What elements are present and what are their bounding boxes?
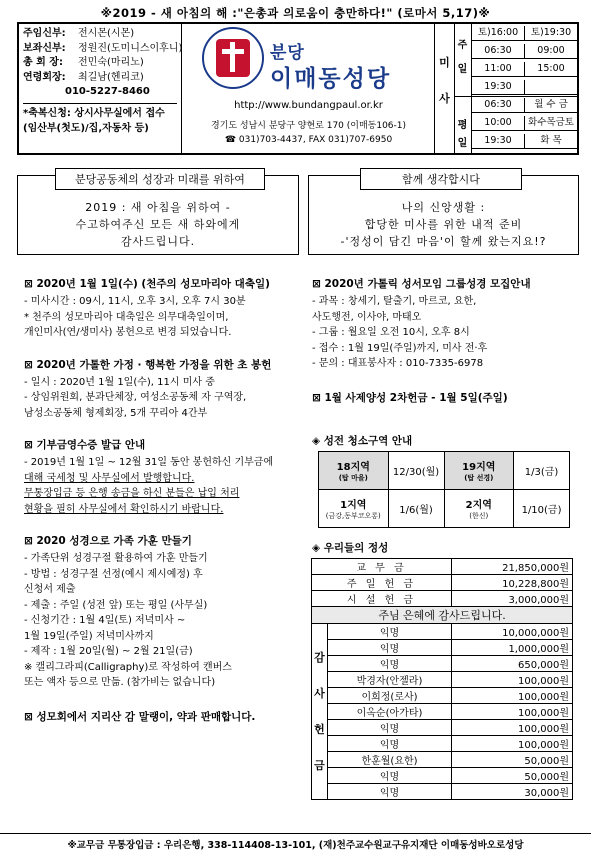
article-line: 신청서 제출 <box>24 584 76 595</box>
thanks-label <box>312 624 328 800</box>
mass-weekday-label: 평 <box>457 120 468 131</box>
blessing-note <box>23 103 177 136</box>
thanks-row <box>312 752 573 768</box>
offer-row <box>312 575 573 591</box>
article-line: - 2019년 1월 1일 ~ 12월 31일 동안 봉헌하신 기부금에 <box>24 457 274 468</box>
thanks-row <box>312 720 573 736</box>
article-title: ⊠ 기부금영수증 발급 안내 <box>24 439 146 451</box>
donor-amount: 100,000원 <box>452 720 573 736</box>
mass-time: 화수목금토 <box>524 116 577 131</box>
donor-name: 익명 <box>328 736 452 752</box>
clean-area-sub: (한신) <box>469 512 489 520</box>
donor-name: 익명 <box>328 768 452 784</box>
staff-name: 전민숙(마리노) <box>78 57 144 68</box>
donor-name: 익명 <box>328 784 452 800</box>
clean-date: 12/30(월) <box>392 467 440 478</box>
clean-area-sub: (금강,동부코오롱) <box>325 512 381 520</box>
offer-label: 교 무 금 <box>312 559 452 575</box>
donor-name: 익명 <box>328 624 452 640</box>
thanks-row <box>312 672 573 688</box>
offer-row <box>312 591 573 607</box>
donor-amount: 100,000원 <box>452 688 573 704</box>
clean-title: ◈ 성전 청소구역 안내 <box>312 435 413 447</box>
article-line: 현황을 필히 사무실에서 확인하시기 바랍니다. <box>24 503 224 515</box>
thanks-row <box>312 624 573 640</box>
article <box>24 357 304 422</box>
footer: ※교무금 무통장입금 : 우리은행, 338-114408-13-101, (재)천주교수원교구유지재단 이매동성바오로성당 <box>0 833 591 851</box>
mass-time: 19:30 <box>472 80 524 95</box>
clean-date: 1/6(월) <box>399 505 433 516</box>
article-line: 무통장입금 등 은행 송금을 하신 분들은 납입 처리 <box>24 488 240 499</box>
mass-time: 19:30 <box>472 134 524 149</box>
article-line: - 방법 : 성경구절 선정(예시 제시예정) 후 <box>24 568 203 580</box>
right-section-title: 함께 생각합시다 <box>360 168 522 190</box>
staff-row <box>23 27 177 42</box>
thanks-row <box>312 768 573 784</box>
clean-row <box>319 452 570 490</box>
mass-time <box>524 80 577 95</box>
clean-table <box>318 451 570 528</box>
staff-name: 최길남(헨리코) <box>78 71 144 83</box>
offer-amount: 21,850,000원 <box>452 559 573 575</box>
article-line: 또는 액자 등으로 만듦. (참가비는 없습니다) <box>24 677 216 688</box>
thanks-title: 주님 은혜에 감사드립니다. <box>312 607 573 624</box>
article-line: 1월 19일(주일) 저녁미사까지 <box>24 630 154 642</box>
article-line: - 일시 : 2020년 1월 1일(수), 11시 미사 중 <box>24 376 215 388</box>
article-line: - 과목 : 창세기, 탈출기, 마르코, 요한, <box>312 296 477 307</box>
mass-time: 토)19:30 <box>524 26 577 41</box>
right-message <box>308 199 579 250</box>
left-section-title: 분당공동체의 성장과 미래를 위하여 <box>55 168 265 190</box>
motto: ※2019 - 새 아침의 해 :"은총과 의로움이 충만하다!" (로마서 5,17)※ <box>100 6 491 20</box>
article-line: 개인미사(연/생미사) 봉헌으로 변경 되었습니다. <box>24 327 232 338</box>
church-address: 경기도 성남시 분당구 양현로 170 (이매동106-1) <box>210 121 407 131</box>
clean-date: 1/10(금) <box>521 505 562 516</box>
thanks-row <box>312 736 573 752</box>
clean-area: 19지역 <box>462 462 496 473</box>
staff-phone: 010-5227-8460 <box>65 86 150 97</box>
mass-time: 11:00 <box>472 62 524 77</box>
mass-time: 06:30 <box>472 44 524 59</box>
donor-amount: 30,000원 <box>452 784 573 800</box>
article-title: ⊠ 성모회에서 지리산 감 말랭이, 약과 판매합니다. <box>24 710 256 723</box>
mass-time: 월 수 금 <box>524 98 577 113</box>
clean-cell <box>444 452 514 490</box>
left-message <box>17 199 299 250</box>
article <box>24 709 304 724</box>
clean-cell <box>319 490 389 528</box>
church-logo-icon <box>202 27 264 89</box>
donor-amount: 1,000,000원 <box>452 640 573 656</box>
offer-amount: 10,228,800원 <box>452 575 573 591</box>
thanks-row <box>312 784 573 800</box>
clean-cell <box>388 452 444 490</box>
message-line: 2019 : 새 아침을 위하여 - <box>85 201 231 214</box>
offer-row <box>312 559 573 575</box>
donor-amount: 10,000,000원 <box>452 624 573 640</box>
mass-weekend-label: 주 <box>457 40 468 51</box>
clean-area: 1지역 <box>340 500 367 511</box>
article <box>24 533 304 691</box>
left-articles <box>24 276 304 727</box>
article-title: ⊠ 2020 성경으로 가족 가훈 만들기 <box>24 535 192 547</box>
mass-time: 10:00 <box>472 116 524 131</box>
clean-row <box>319 490 570 528</box>
mass-time: 토)16:00 <box>472 26 524 41</box>
mass-time: 09:00 <box>524 44 577 59</box>
thanks-label-char: 감 <box>314 650 325 664</box>
clean-cell <box>514 452 570 490</box>
donor-amount: 100,000원 <box>452 672 573 688</box>
clean-cell <box>388 490 444 528</box>
mass-divider <box>454 96 577 97</box>
article-title: ⊠ 2020년 1월 1일(수) (천주의 성모마리아 대축일) <box>24 278 270 290</box>
clean-cell <box>444 490 514 528</box>
clean-area-sub: (탑 마을) <box>338 474 368 482</box>
donor-name: 한훈월(요한) <box>328 752 452 768</box>
mass-time: 06:30 <box>472 98 524 113</box>
clean-area: 2지역 <box>465 500 492 511</box>
article-title: ⊠ 2020년 가톨릭 성서모임 그룹성경 모집안내 <box>312 278 531 290</box>
thanks-label-char: 헌 <box>314 722 325 736</box>
article-line: - 접수 : 1월 19일(주일)까지, 미사 전·후 <box>312 342 488 354</box>
clean-cell <box>319 452 389 490</box>
staff-label: 보좌신부: <box>23 42 66 54</box>
brand <box>182 24 435 153</box>
article-line: - 제출 : 주일 (성전 앞) 또는 평일 (사무실) <box>24 599 208 611</box>
article <box>24 437 304 517</box>
article <box>24 276 304 341</box>
mass-weekday-label: 일 <box>457 138 468 149</box>
staff-row <box>23 42 183 57</box>
clean-area: 18지역 <box>336 462 370 473</box>
message-line: -'정성이 담긴 마음'이 할께 왔는지요!? <box>340 235 547 248</box>
staff-row <box>23 71 177 86</box>
article-line: - 상임위원회, 분과단체장, 여성소공동체 자 구역장, <box>24 392 247 403</box>
mass-schedule <box>435 24 577 153</box>
offer-title: ◈ 우리들의 정성 <box>312 542 389 554</box>
message-line: 합당한 미사를 위한 내적 준비 <box>364 218 523 231</box>
staff-label: 연령회장: <box>23 71 66 83</box>
donor-name: 익명 <box>328 720 452 736</box>
message-line: 나의 신앙생활 : <box>401 201 486 214</box>
staff-list <box>19 24 182 153</box>
article-line: - 그룹 : 월요일 오전 10시, 오후 8시 <box>312 327 470 338</box>
donor-amount: 100,000원 <box>452 736 573 752</box>
thanks-row <box>312 640 573 656</box>
thanks-row <box>312 688 573 704</box>
blessing-note-2: (임산부(첫도)/집,자동차 등) <box>23 122 149 134</box>
article-line: - 제작 : 1월 20일(월) ~ 2월 21일(금) <box>24 646 193 657</box>
staff-name: 정원진(도미니스이후니) <box>78 42 183 54</box>
thanks-label-char: 금 <box>314 758 325 772</box>
article <box>312 276 582 372</box>
donor-amount: 650,000원 <box>452 656 573 672</box>
offer-table <box>311 558 573 800</box>
message-line: 감사드립니다. <box>120 235 196 248</box>
header <box>17 22 579 155</box>
mass-weekend-label: 일 <box>457 64 468 75</box>
staff-label: 주임신부: <box>23 28 66 39</box>
article-line: ※ 캘리그라피(Calligraphy)로 작성하여 캔버스 <box>24 661 232 673</box>
thanks-label-char: 사 <box>314 686 325 700</box>
clean-cell <box>514 490 570 528</box>
donor-amount: 50,000원 <box>452 768 573 784</box>
staff-name: 전시몬(시몬) <box>78 28 135 39</box>
mass-time: 화 목 <box>524 134 577 149</box>
article-line: - 미사시간 : 09시, 11시, 오후 3시, 오후 7시 30분 <box>24 296 246 307</box>
article-line: * 천주의 성모마리아 대축일은 의무대축일이며, <box>24 311 229 323</box>
article-title: ⊠ 2020년 가톨한 가정 · 행복한 가정을 위한 초 봉헌 <box>24 358 272 371</box>
article <box>312 390 582 405</box>
donor-name: 익명 <box>328 656 452 672</box>
clean-area-sub: (탑 선경) <box>464 474 494 482</box>
mass-label: 사 <box>439 92 450 105</box>
staff-row <box>23 56 177 71</box>
article-line: 사도행전, 이사야, 마태오 <box>312 311 422 323</box>
blessing-note-1: *축복신청: 상시사무실에서 접수 <box>23 107 165 119</box>
article-line: - 문의 : 대표봉사자 : 010-7335-6978 <box>312 358 484 369</box>
church-name-2: 이매동성당 <box>270 66 392 92</box>
article-line: 남성소공동체 형제회장, 5개 꾸리아 4간부 <box>24 407 208 419</box>
article-title: ⊠ 1월 사제양성 2차헌금 - 1월 5일(주일) <box>312 391 508 404</box>
offer-amount: 3,000,000원 <box>452 591 573 607</box>
thanks-row <box>312 656 573 672</box>
church-name-1: 분당 <box>270 43 305 63</box>
donor-name: 이희정(로사) <box>328 688 452 704</box>
staff-label: 총 회 장: <box>23 57 63 68</box>
church-tel: ☎ 031)703-4437, FAX 031)707-6950 <box>224 135 393 145</box>
donor-amount: 50,000원 <box>452 752 573 768</box>
article-line: - 신청기간 : 1월 4일(토) 저녁미사 ~ <box>24 615 186 626</box>
donor-name: 박경자(안젤라) <box>328 672 452 688</box>
donor-name: 익명 <box>328 640 452 656</box>
donor-amount: 100,000원 <box>452 704 573 720</box>
church-url[interactable]: http://www.bundangpaul.or.kr <box>234 100 383 111</box>
thanks-row <box>312 704 573 720</box>
donor-name: 이옥순(아가타) <box>328 704 452 720</box>
right-articles <box>312 276 582 408</box>
thanks-header <box>312 607 573 624</box>
message-line: 수고하여주신 모든 새 하와에게 <box>75 218 241 231</box>
offer-label: 주 일 헌 금 <box>312 575 452 591</box>
clean-date: 1/3(금) <box>524 467 559 478</box>
article-line: - 가족단위 성경구절 활용하여 가훈 만들기 <box>24 553 208 564</box>
mass-time: 15:00 <box>524 62 577 77</box>
offer-label: 시 설 헌 금 <box>312 591 452 607</box>
article-line: 대해 국세청 및 사무실에서 발행합니다. <box>24 472 195 484</box>
mass-label: 미 <box>439 56 450 69</box>
